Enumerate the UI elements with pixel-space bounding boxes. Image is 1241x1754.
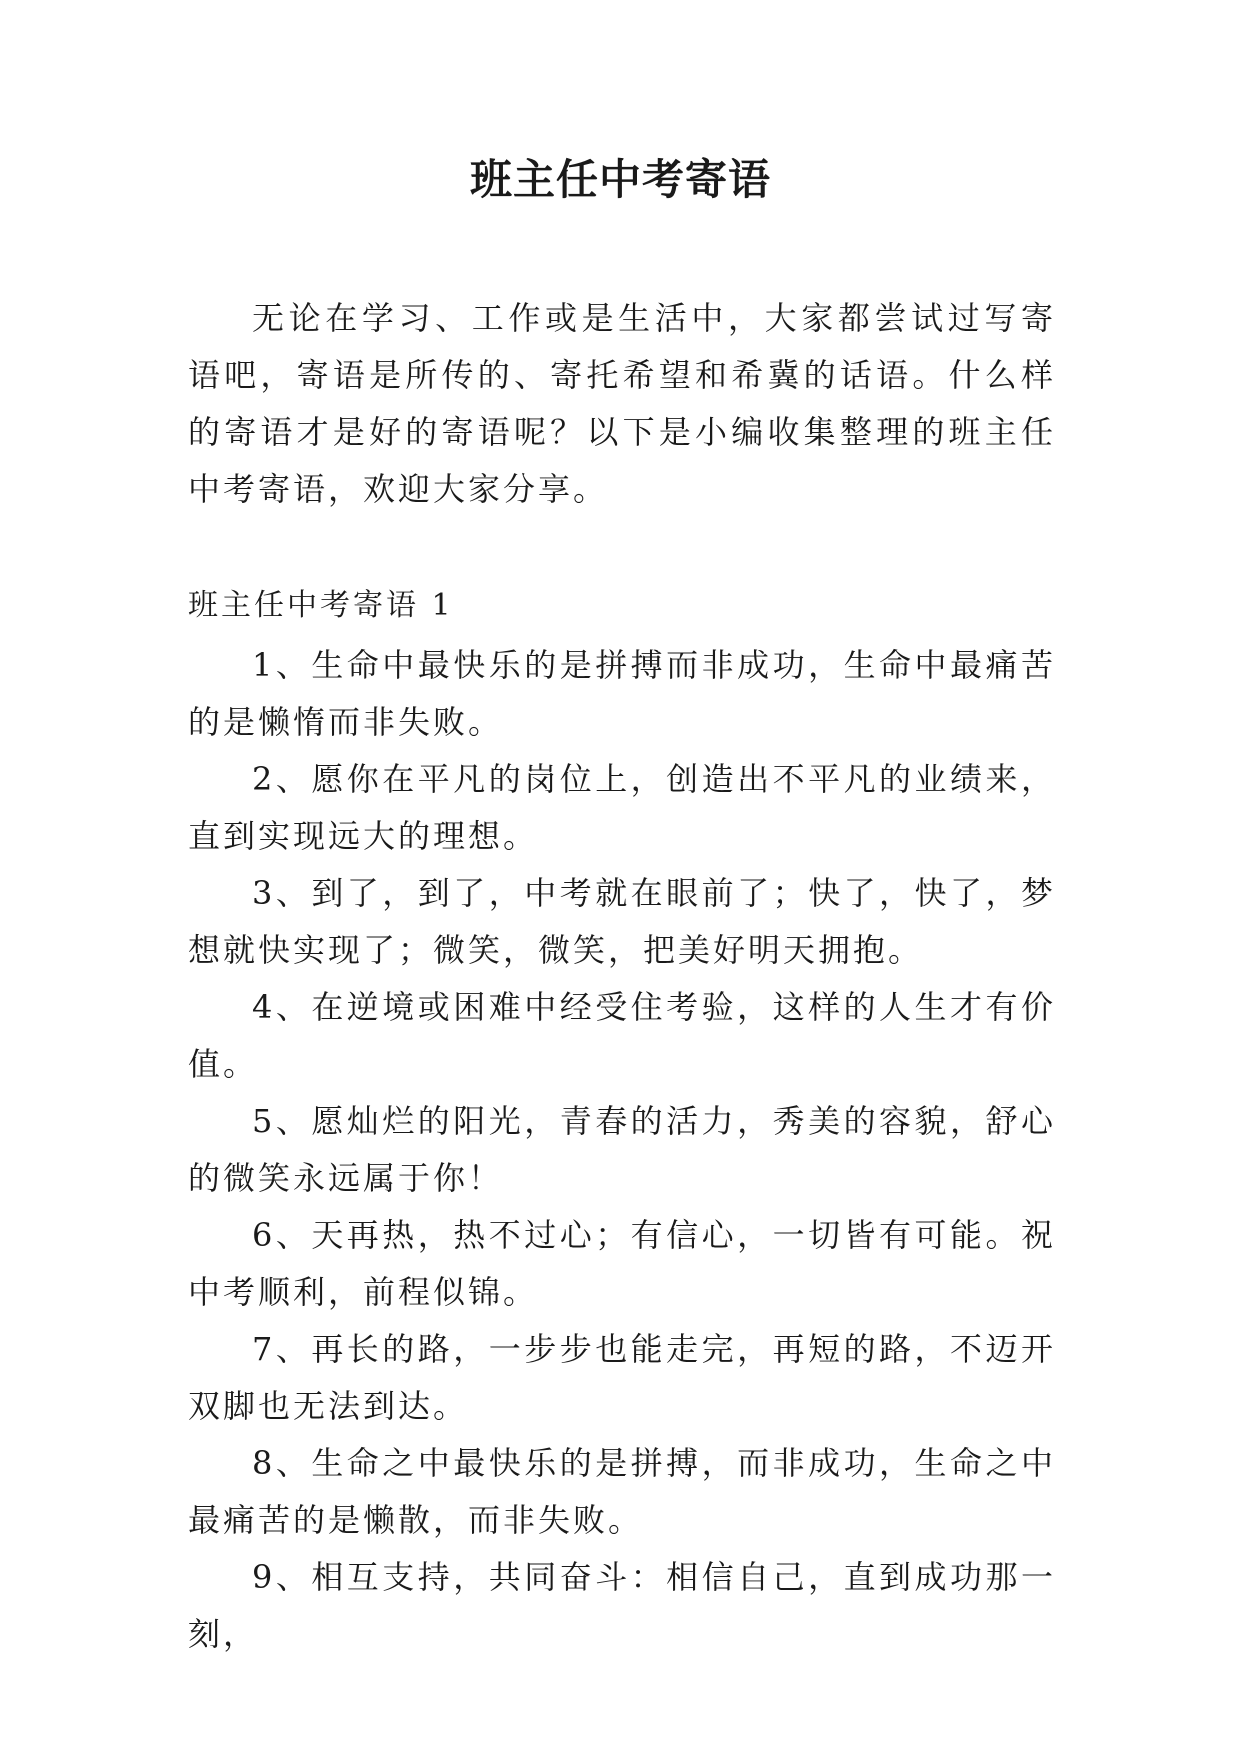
section-heading: 班主任中考寄语 1 bbox=[188, 588, 454, 623]
document-title: 班主任中考寄语 bbox=[469, 155, 771, 204]
document-body bbox=[188, 290, 1056, 1663]
list-item: 6、天再热，热不过心；有信心，一切皆有可能。祝中考顺利，前程似锦。 bbox=[188, 1216, 1056, 1311]
list-item: 3、到了，到了，中考就在眼前了；快了，快了，梦想就快实现了；微笑，微笑，把美好明天拥抱。 bbox=[188, 874, 1056, 969]
list-item: 4、在逆境或困难中经受住考验，这样的人生才有价值。 bbox=[188, 988, 1056, 1083]
intro-paragraph: 无论在学习、工作或是生活中，大家都尝试过写寄语吧，寄语是所传的、寄托希望和希冀的话语。什么样的寄语才是好的寄语呢？以下是小编收集整理的班主任中考寄语，欢迎大家分享。 bbox=[188, 299, 1056, 508]
list-item: 7、再长的路，一步步也能走完，再短的路，不迈开双脚也无法到达。 bbox=[188, 1330, 1056, 1425]
list-item: 2、愿你在平凡的岗位上，创造出不平凡的业绩来，直到实现远大的理想。 bbox=[188, 760, 1056, 855]
list-item: 1、生命中最快乐的是拼搏而非成功，生命中最痛苦的是懒惰而非失败。 bbox=[188, 646, 1056, 741]
list-item: 9、相互支持，共同奋斗：相信自己，直到成功那一刻， bbox=[188, 1558, 1056, 1653]
list-item: 8、生命之中最快乐的是拼搏，而非成功，生命之中最痛苦的是懒散，而非失败。 bbox=[188, 1444, 1056, 1539]
list-item: 5、愿灿烂的阳光，青春的活力，秀美的容貌，舒心的微笑永远属于你！ bbox=[188, 1102, 1056, 1197]
